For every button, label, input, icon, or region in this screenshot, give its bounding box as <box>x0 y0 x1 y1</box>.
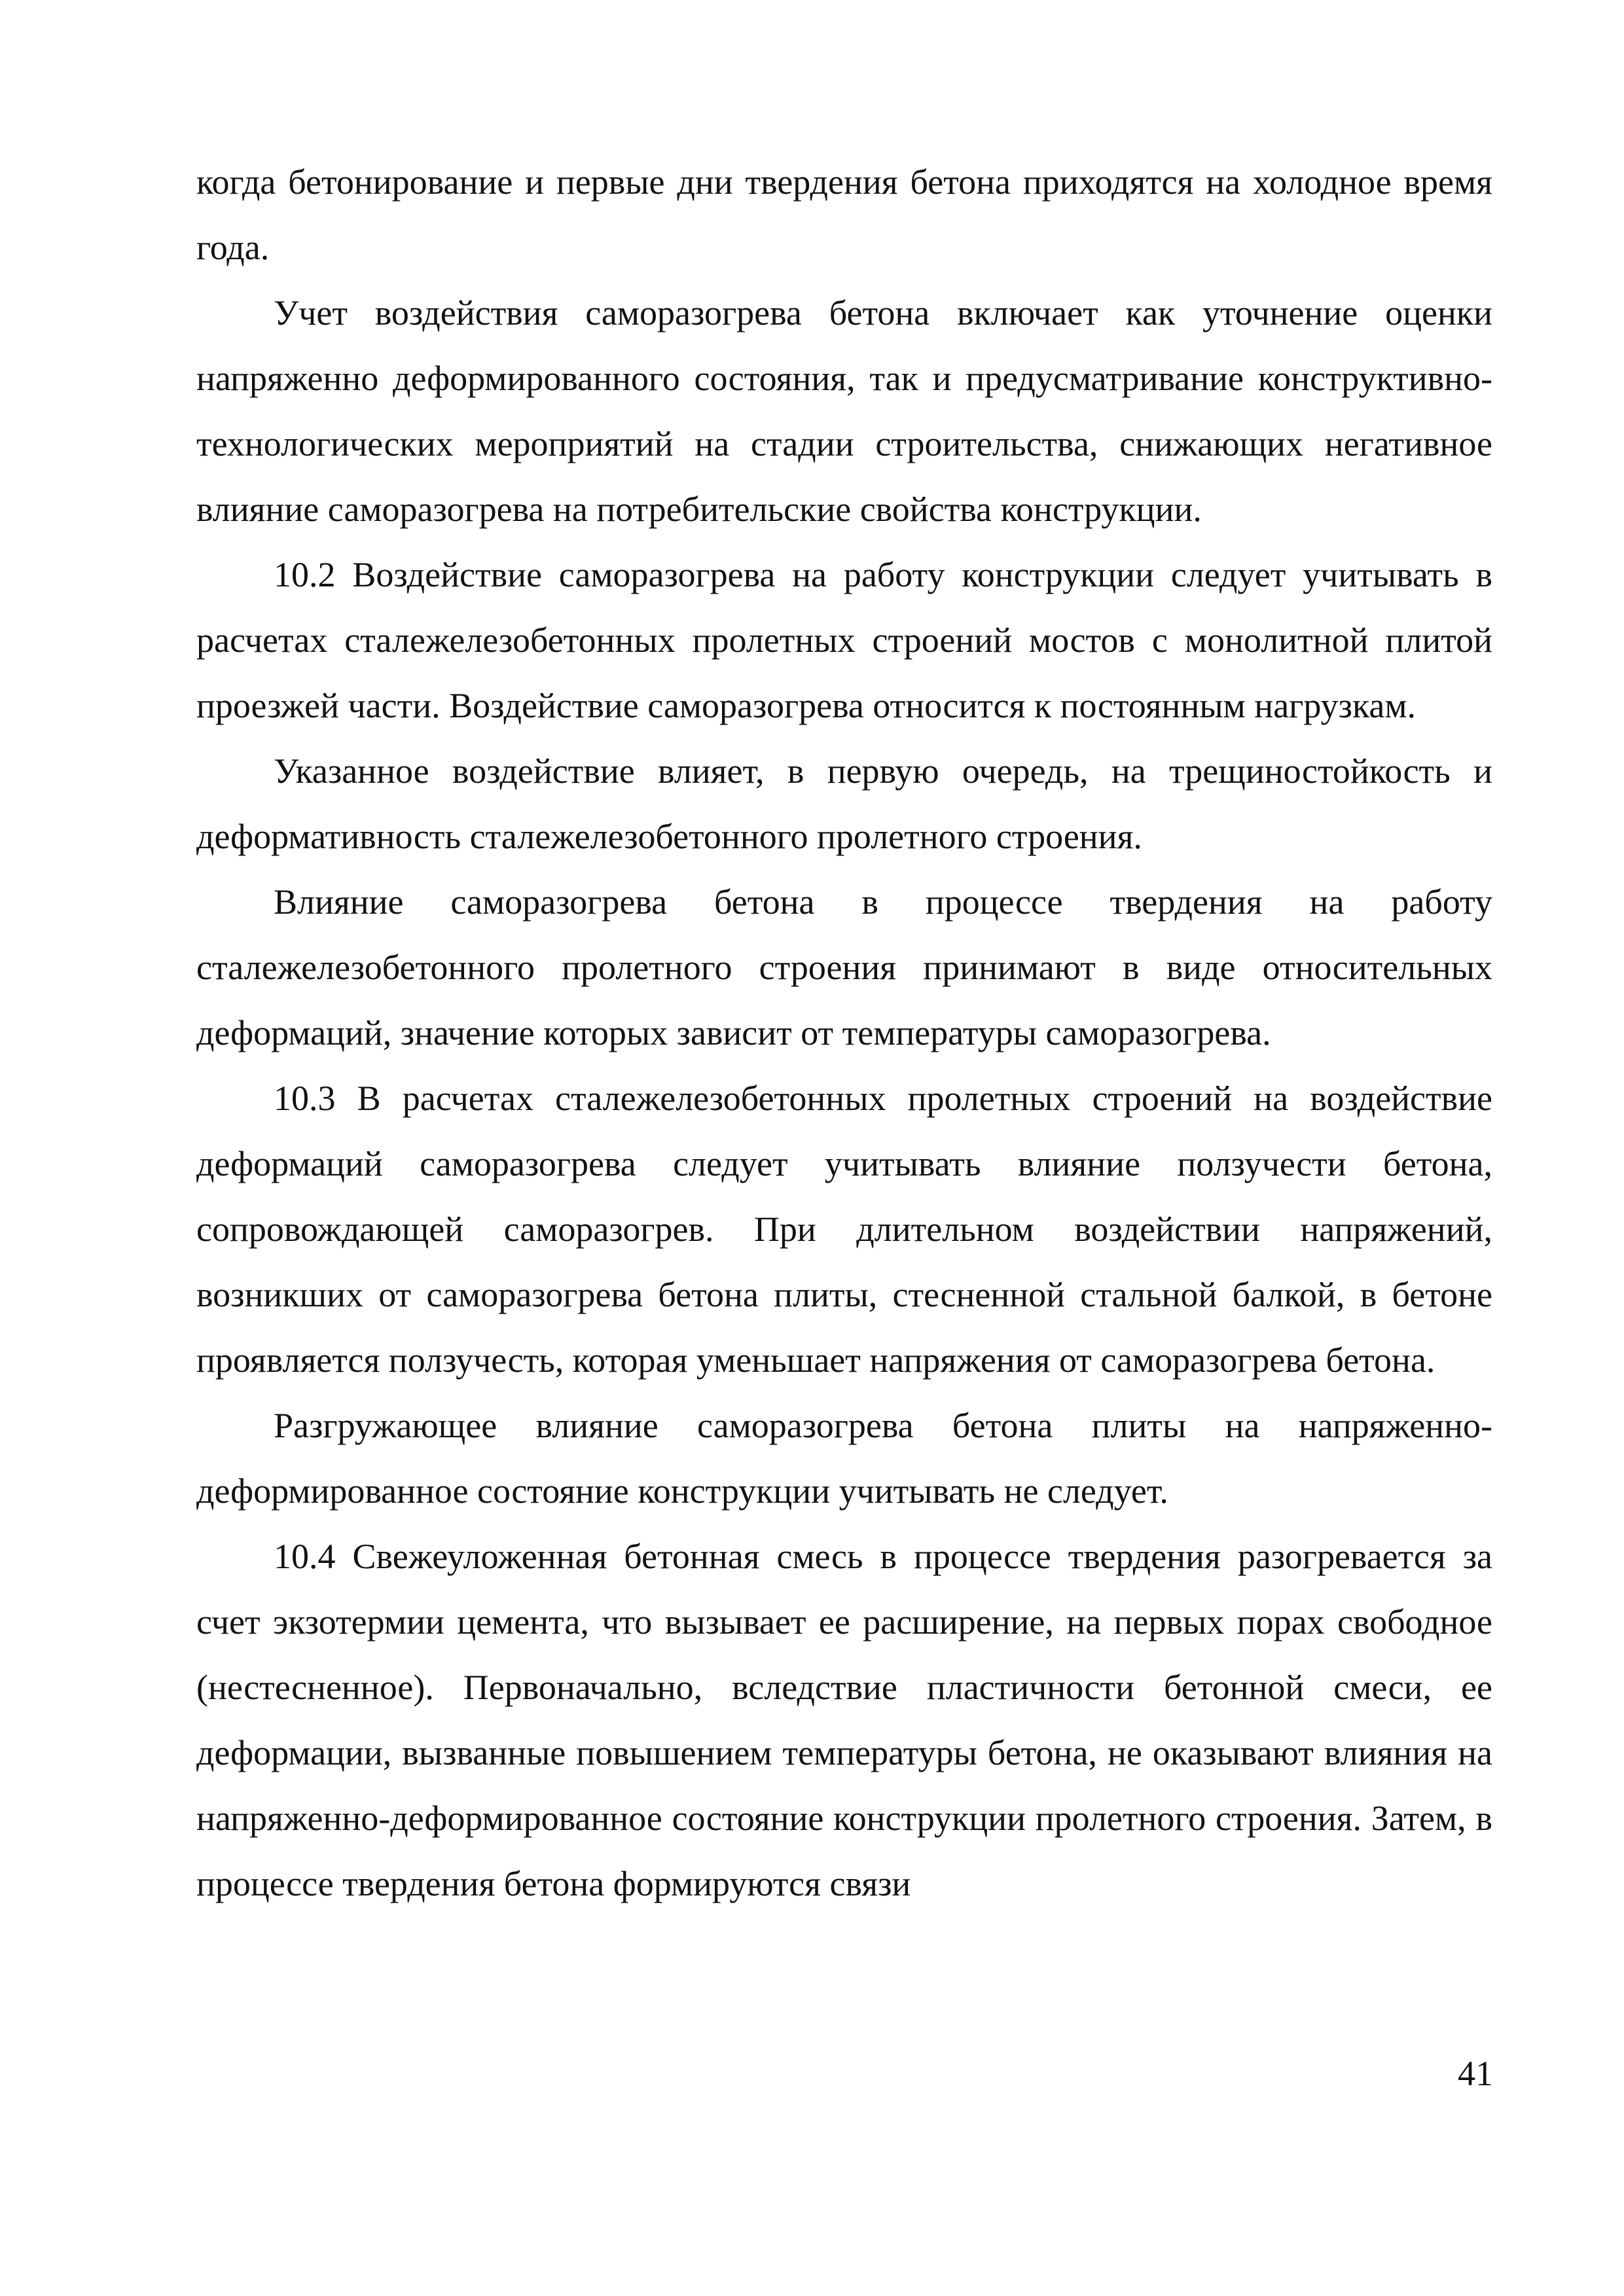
page-body <box>196 149 1492 1916</box>
paragraph-6: 10.3 В расчетах сталежелезобетонных пролетных строений на воздействие деформаций саморазогрева следует учитывать влияние ползучести бетона, сопровождающей саморазогрев. При длительном воздействии напряжений, возникших от саморазогрева бетона плиты, стесненной стальной балкой, в бетоне проявляется ползучесть, которая уменьшает напряжения от саморазогрева бетона. <box>196 1079 1492 1380</box>
page-number: 41 <box>1458 2054 1493 2093</box>
paragraph-1: когда бетонирование и первые дни твердения бетона приходятся на холодное время года. <box>196 162 1492 267</box>
paragraph-7: Разгружающее влияние саморазогрева бетона плиты на напряженно-деформированное состояние конструкции учитывать не следует. <box>196 1406 1492 1511</box>
paragraph-2: Учет воздействия саморазогрева бетона включает как уточнение оценки напряженно деформированного состояния, так и предусматривание конструктивно-технологических мероприятий на стадии строительства, снижающих негативное влияние саморазогрева на потребительские свойства конструкции. <box>196 293 1492 529</box>
paragraph-4: Указанное воздействие влияет, в первую очередь, на трещиностойкость и деформативность сталежелезобетонного пролетного строения. <box>196 751 1492 856</box>
paragraph-8: 10.4 Свежеуложенная бетонная смесь в процессе твердения разогревается за счет экзотермии цемента, что вызывает ее расширение, на первых порах свободное (нестесненное). Первоначально, вследствие пластичности бетонной смеси, ее деформации, вызванные повышением температуры бетона, не оказывают влияния на напряженно-деформированное состояние конструкции пролетного строения. Затем, в процессе твердения бетона формируются связи <box>196 1537 1492 1903</box>
paragraph-3: 10.2 Воздействие саморазогрева на работу конструкции следует учитывать в расчетах сталежелезобетонных пролетных строений мостов с монолитной плитой проезжей части. Воздействие саморазогрева относится к постоянным нагрузкам. <box>196 555 1492 725</box>
paragraph-5: Влияние саморазогрева бетона в процессе твердения на работу сталежелезобетонного пролетного строения принимают в виде относительных деформаций, значение которых зависит от температуры саморазогрева. <box>196 882 1492 1052</box>
